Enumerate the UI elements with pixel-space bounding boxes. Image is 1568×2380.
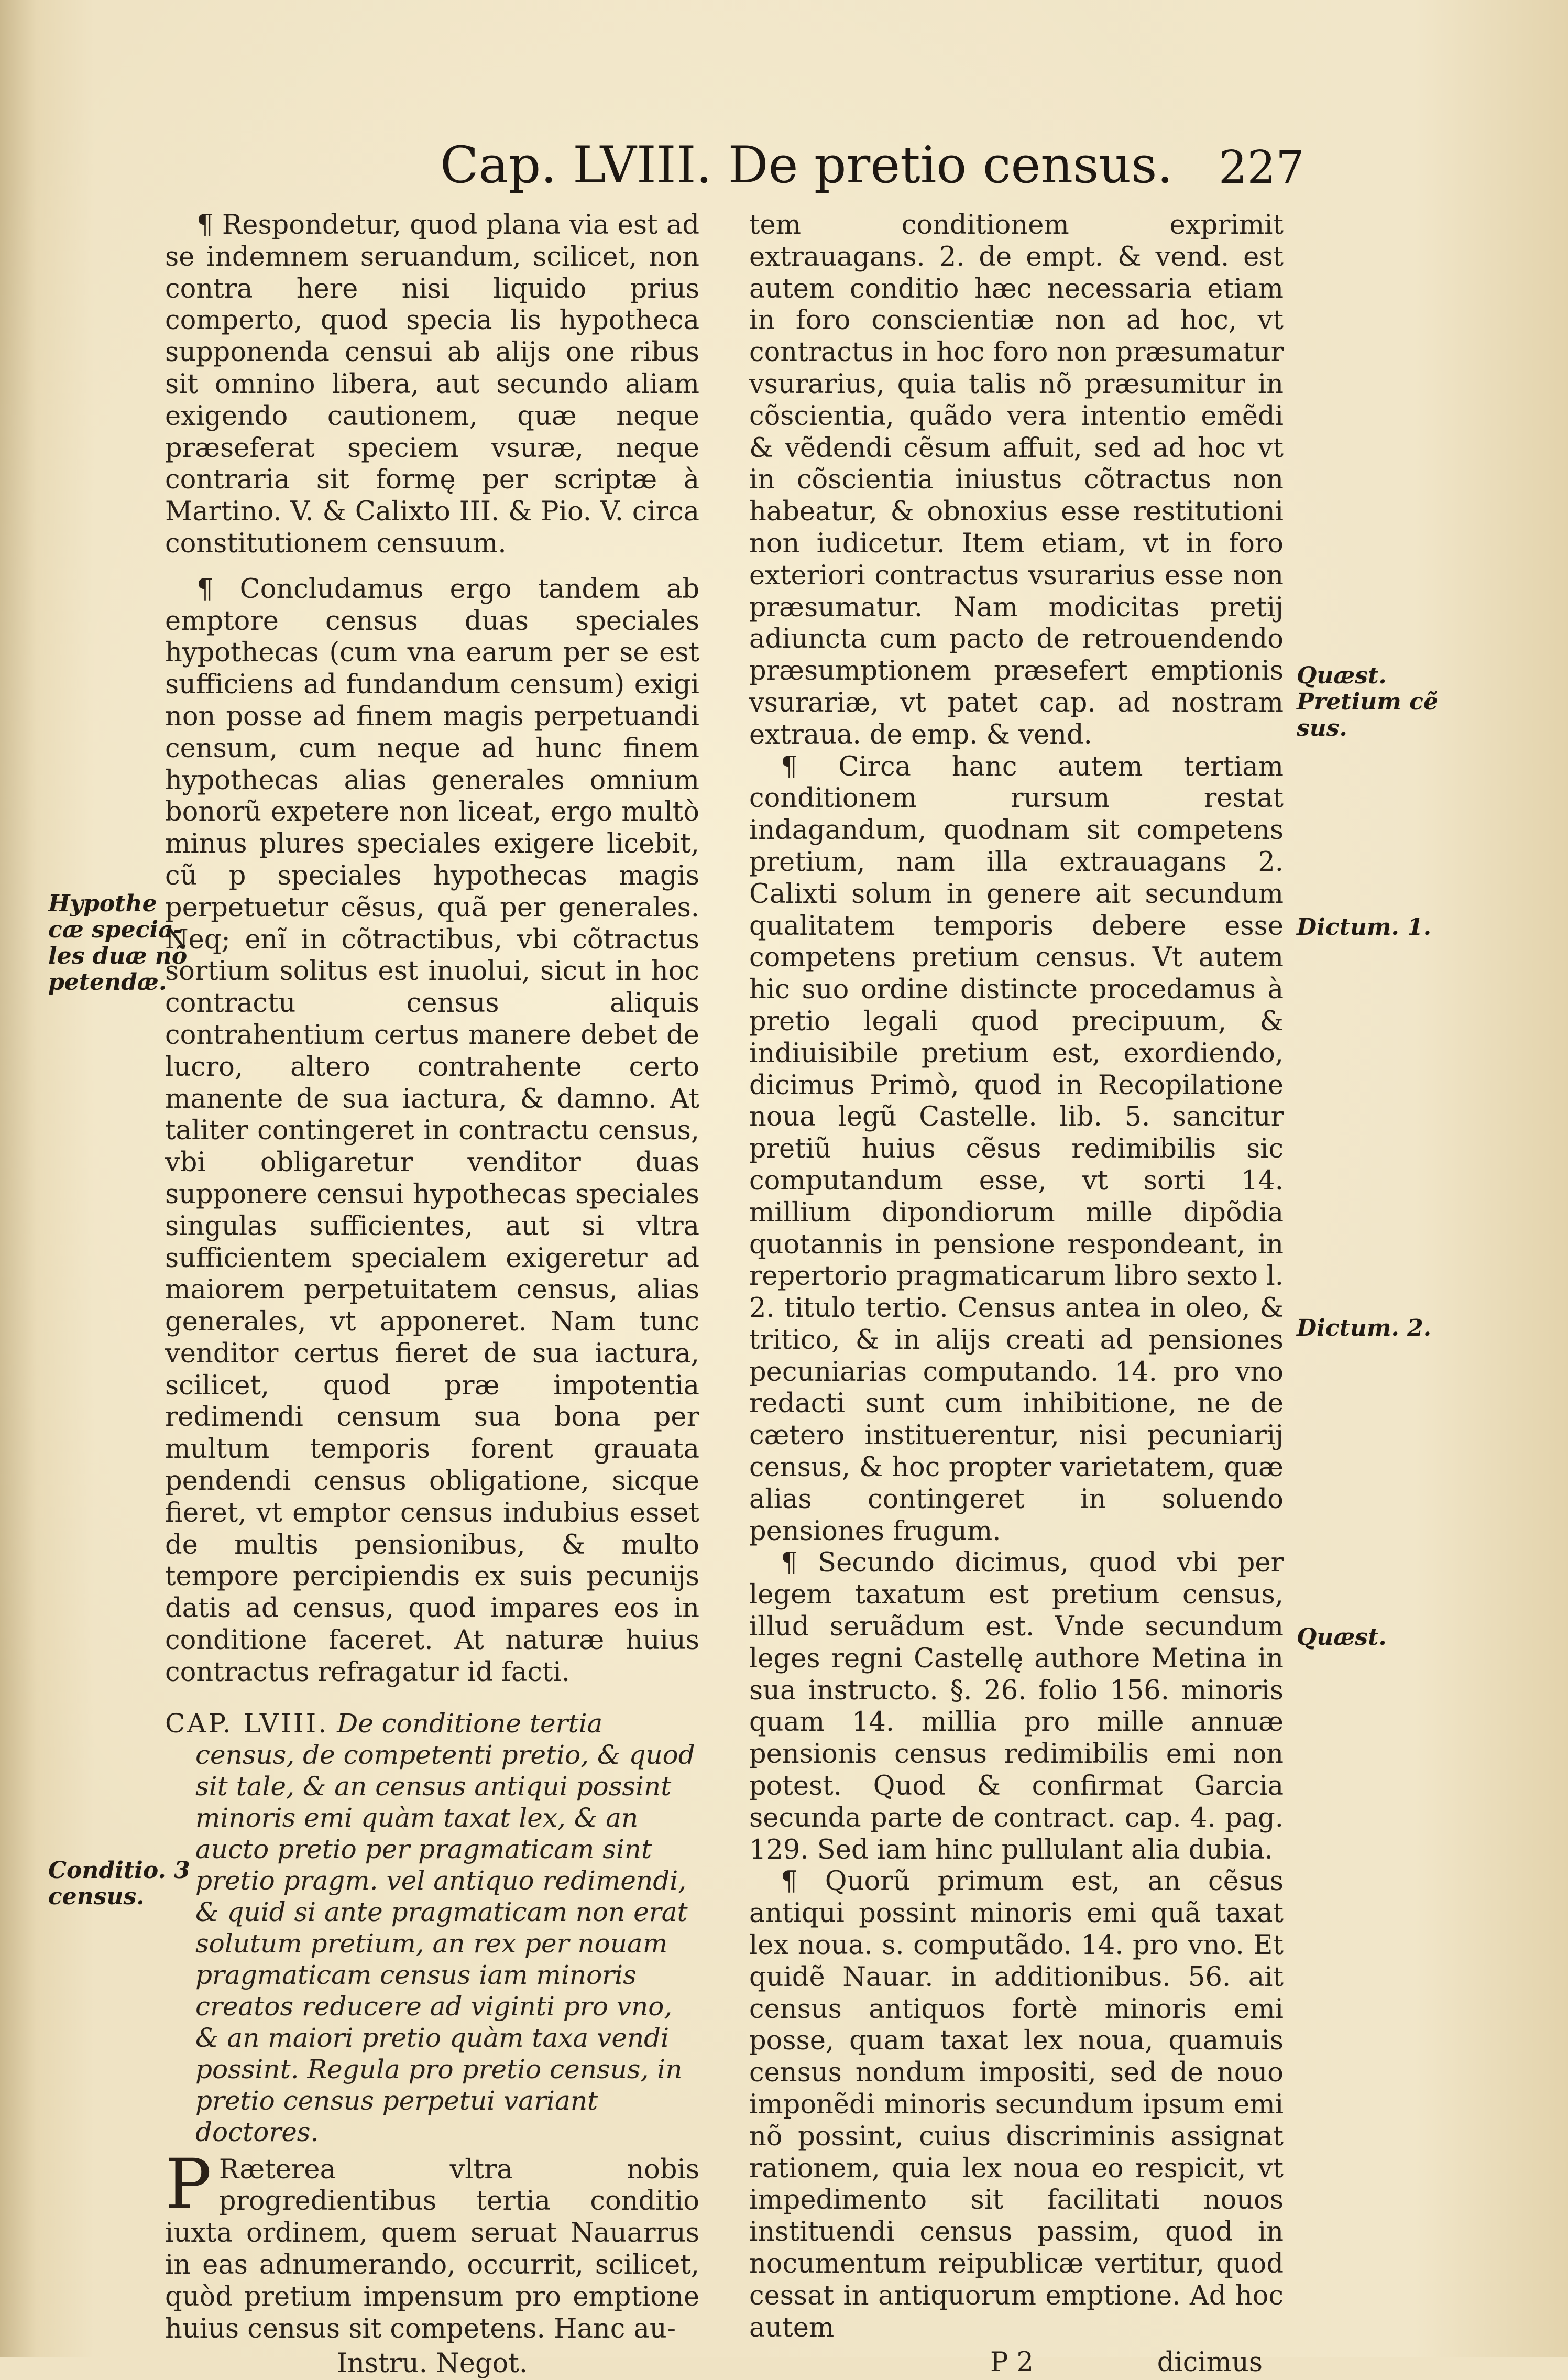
chapter-summary [165,1708,699,2148]
paragraph: ¶ Quorũ primum est, an cẽsus antiqui possint minoris emi quã taxat lex noua. s. computãdo. 14. pro vno. Et quidẽ Nauar. in additionibus. 56. ait census antiquos fortè minoris emi posse, quam taxat lex noua, quamuis census nondum impositi, sed de nouo imponẽdi minoris secundum ipsum emi nõ possint, cuius discriminis assignat rationem, quia lex noua eo respicit, vt impedimento sit facilitati nouos instituendi census passim, quod in nocumentum reipublicæ vertitur, quod cessat in antiquorum emptione. Ad hoc autem [749,1866,1284,2343]
paragraph-text: Ræterea vltra nobis progredientibus tertia conditio iuxta ordinem, quem seruat Nauarrus in eas adnumerando, occurrit, scilicet, quòd pretium impensum pro emptione huius census sit competens. Hanc au- [165,2154,699,2344]
chapter-summary-text: De conditione tertia census, de competenti pretio, & quod sit tale, & an census antiqui possint minoris emi quàm taxat lex, & an aucto pretio per pragmaticam sint pretio pragm. vel antiquo redimendi, & quid si ante pragmaticam non erat solutum pretium, an rex per nouam pragmaticam census iam minoris creatos reducere ad viginti pro vno, & an maiori pretio quàm taxa vendi possint. Regula pro pretio census, in pretio census perpetui variant doctores. [195,1708,695,2147]
paragraph: ¶ Circa hanc autem tertiam conditionem rursum restat indagandum, quodnam sit competens pretium, nam illa extrauagans 2. Calixti solum in genere ait secundum qualitatem temporis debere esse competens pretium census. Vt autem hic suo ordine distincte procedamus à pretio legali quod precipuum, & indiuisibile pretium est, exordiendo, dicimus Primò, quod in Recopilatione noua legũ Castelle. lib. 5. sancitur pretiũ huius cẽsus redimibilis sic computandum esse, vt sorti 14. millium dipondiorum mille dipõdia quotannis in pensione respondeant, in repertorio pragmaticarum libro sexto l. 2. titulo tertio. Census antea in oleo, & tritico, & in alijs creati ad pensiones pecuniarias computando. 14. pro vno redacti sunt cum inhibitione, ne de cætero instituerentur, nisi pecuniarij census, & hoc propter varietatem, quæ alias contingeret in soluendo pensiones frugum. [749,751,1284,1547]
paragraph: tem conditionem exprimit extrauagans. 2. de empt. & vend. est autem conditio hæc necessaria etiam in foro conscientiæ non ad hoc, vt contractus in hoc foro non præsumatur vsurarius, quia talis nõ præsumitur in cõscientia, quãdo vera intentio emẽdi & vẽdendi cẽsum affuit, sed ad hoc vt in cõscientia iniustus cõtractus non habeatur, & obnoxius esse restitutioni non iudicetur. Item etiam, vt in foro exteriori contractus vsurarius esse non præsumatur. Nam modicitas pretij adiuncta cum pacto de retrouendendo præsumptionem præsefert emptionis vsurariæ, vt patet cap. ad nostram extraua. de emp. & vend. [749,210,1284,750]
catchword: dicimus [1157,2347,1263,2378]
signature-mark: P 2 [990,2347,1034,2378]
paragraph: ¶ Respondetur, quod plana via est ad se indemnem seruandum, scilicet, non contra here nisi liquido prius comperto, quod specia lis hypotheca supponenda censui ab alijs one ribus sit omnino libera, aut secundo aliam exigendo cautionem, quæ neque præseferat speciem vsuræ, neque contraria sit formę per scriptæ à Martino. V. & Calixto III. & Pio. V. circa constitutionem censuum. [165,210,699,559]
chapter-label: CAP. LVIII. [165,1708,329,1739]
page-number: 227 [1218,141,1304,194]
margin-note-left: Conditio. 3 census. [48,1857,190,1910]
margin-note-left: Hypothe cæ specia- les duæ nõ petendæ. [48,890,188,996]
custos-line: Instru. Negot. [336,2348,528,2379]
paragraph: ¶ Secundo dicimus, quod vbi per legem taxatum est pretium census, illud seruãdum est. Vnde secundum leges regni Castellę authore Metina in sua instructo. §. 26. folio 156. minoris quam 14. millia pro mille annuæ pensionis census redimibilis emi non potest. Quod & confirmat Garcia secunda parte de contract. cap. 4. pag. 129. Sed iam hinc pullulant alia dubia. [749,1547,1284,1865]
paragraph [165,2144,699,2345]
signature-line [749,2347,1284,2379]
left-column [165,210,699,2380]
drop-cap: P [165,2144,212,2225]
right-column [749,210,1284,2379]
margin-note-right: Quæst. Pretium cẽ sus. [1297,662,1438,741]
margin-note-right: Quæst. [1297,1624,1387,1651]
margin-note-right: Dictum. 2. [1297,1315,1432,1341]
paragraph: ¶ Concludamus ergo tandem ab emptore census duas speciales hypothecas (cum vna earum per se est sufficiens ad fundandum censum) exigi non posse ad finem magis perpetuandi censum, cum neque ad hunc finem hypothecas alias generales omnium bonorũ expetere non liceat, ergo multò minus plures speciales exigere licebit, cũ p speciales hypothecas magis perpetuetur cẽsus, quã per generales. Neq; enĩ in cõtractibus, vbi cõtractus sortium solitus est inuolui, sicut in hoc contractu census aliquis contrahentium certus manere debet de lucro, altero contrahente certo manente de sua iactura, & damno. At taliter contingeret in contractu census, vbi obligaretur venditor duas supponere censui hypothecas speciales singulas sufficientes, aut si vltra sufficientem specialem exigeretur ad maiorem perpetuitatem census, alias generales, vt apponeret. Nam tunc venditor certus fieret de sua iactura, scilicet, quod præ impotentia redimendi censum sua bona per multum temporis forent grauata pendendi census obligatione, sicque fieret, vt emptor census indubius esset de multis pensionibus, & multo tempore percipiendis ex suis pecunijs datis ad census, quod impares eos in conditione faceret. At naturæ huius contractus refragatur id facti. [165,573,699,1688]
margin-note-right: Dictum. 1. [1297,914,1432,941]
running-title: Cap. LVIII. De pretio census. [440,136,1173,194]
